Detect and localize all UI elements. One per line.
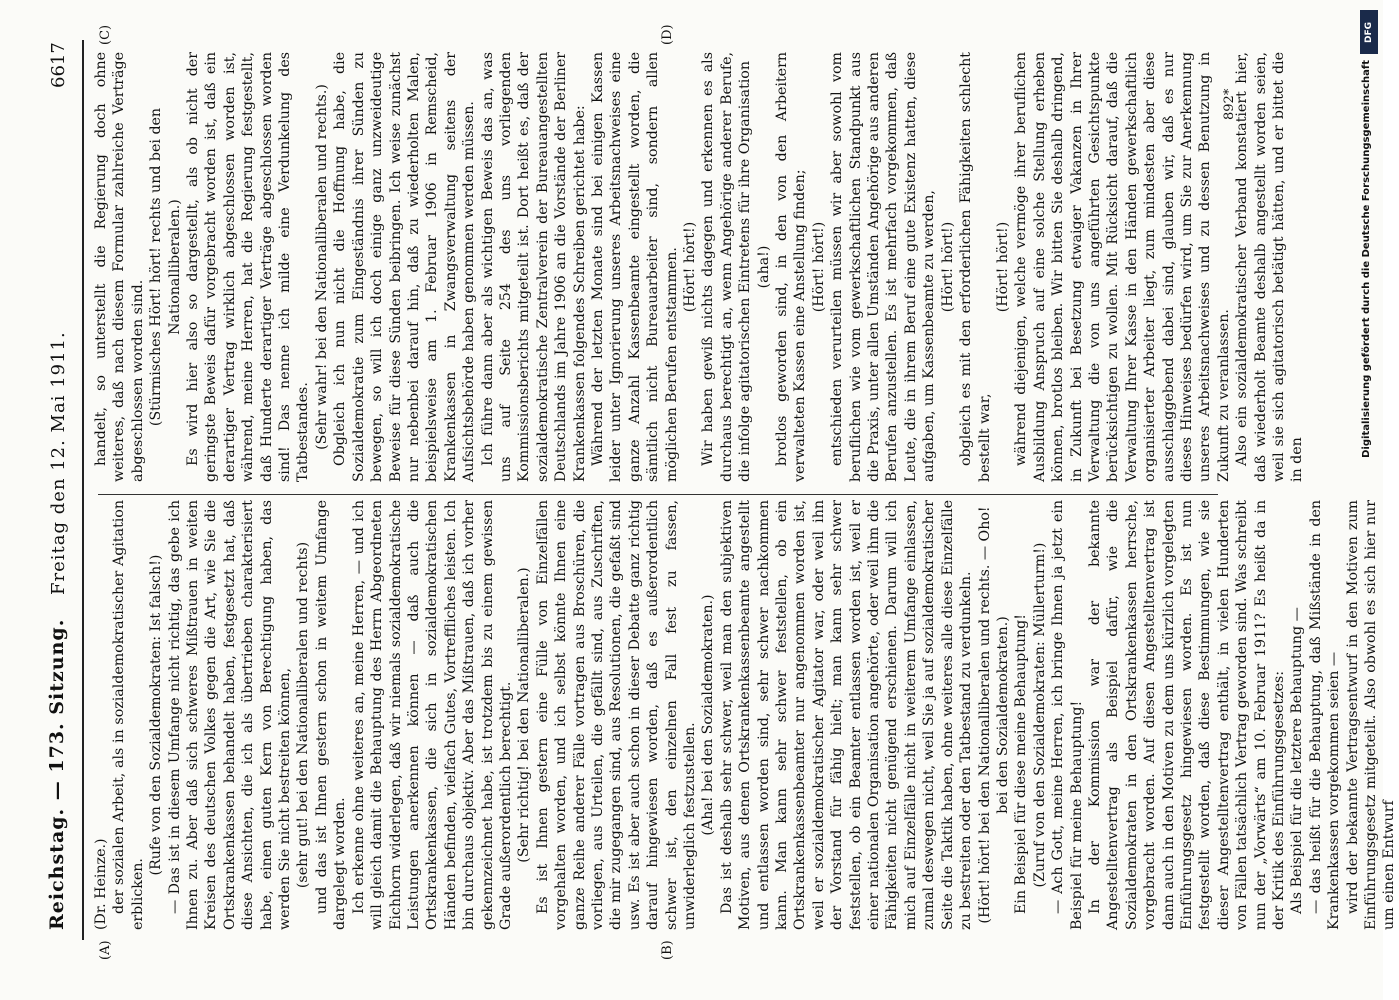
right-column <box>92 52 1307 482</box>
paragraph: In der Kommission war der bekannte Angestelltenvertrag als Beispiel dafür, wie die Sozialdemokraten in den Ortskrankenkassen herrsche, vorgebracht worden. Auf diesen Angestelltenvertrag ist dann auch in den Motiven zu dem uns kürzlich vorgelegten Einführungsgesetz hingewiesen worden. Es ist nun festgestellt worden, daß diese Bestimmungen, wie sie dieser Angestelltenvertrag enthält, in vielen Hunderten von Fällen tatsächlich Vertrag geworden sind. Was schreibt nun der „Vorwärts“ am 10. Februar 1911? Es heißt da in der Kritik des Einführungsgesetzes: <box>1086 500 1287 930</box>
paragraph: (Hört! hört! bei den Nationalliberalen und rechts. — Oho! bei den Sozialdemokraten.) <box>976 506 1011 924</box>
paragraph: (Hört! hört!) <box>939 221 956 313</box>
right-paragraphs <box>92 52 1307 482</box>
paragraph: Es wird hier also so dargestellt, als ob nicht der geringste Beweis dafür vorgebracht worden ist, daß ein derartiger Vertrag wirklich abgeschlossen worden ist, während, meine Herren, hat die Regierung festgestellt, daß Hunderte derartiger Verträge abgeschlossen worden sind! Das nenne ich milde eine Verdunkelung des Tatbestandes. <box>185 52 312 482</box>
page-header <box>36 0 76 1000</box>
paragraph: (Hört! hört!) <box>682 221 698 313</box>
paragraph: und das ist Ihnen gestern schon in weitem Umfange dargelegt worden. <box>313 500 349 930</box>
left-paragraphs <box>110 500 1398 930</box>
left-column <box>92 500 1399 930</box>
paragraph: Obgleich ich nun nicht die Hoffnung habe, die Sozialdemokratie zum Eingeständnis ihrer Sünden zu bewegen, so will ich doch einige ganz unzweideutige Beweise für diese Sünden beibringen. Ich weise zunächst nur nebenbei darauf hin, daß zu wiederholten Malen, beispielsweise am 1. Februar 1906 in Remscheid, Krankenkassen in Zwangsverwaltung seitens der Aufsichtsbehörde haben genommen werden müssen. <box>332 52 478 482</box>
paragraph: während diejenigen, welche vermöge ihrer beruflichen Ausbildung Anspruch auf eine solche Stellung erheben können, brotlos bleiben. Wir bitten Sie deshalb dringend, in Zukunft bei Besetzung etwaiger Vakanzen in Ihrer Verwaltung die von uns angeführten Gesichtspunkte berücksichtigen zu wollen. Mit Rücksicht darauf, daß die Verwaltung Ihrer Kasse in den Händen gewerkschaftlich organisierter Arbeiter liegt, zum mindesten aber diese ausschlaggebend dabei sind, glauben wir, daß es nur dieses Hinweises bedürfen wird, um Sie zur Anerkennung unseres Arbeitsnachweises und zu dessen Benutzung in Zukunft zu veranlassen. <box>1013 52 1232 482</box>
dfg-note: Digitalisierung gefördert durch die Deutsche Forschungsgemeinschaft <box>1361 60 1372 458</box>
paragraph: Während der letzten Monate sind bei einigen Kassen leider unter Ignorierung unseres Arbeitsnachweises eine ganze Anzahl Kassenbeamte eingestellt worden, die sämtlich nicht Bureauarbeiter sind, sondern allen möglichen Berufen entstammen. <box>589 52 680 482</box>
margin-c: (C) <box>98 24 113 45</box>
margin-b: (B) <box>660 940 675 960</box>
paragraph: (Hört! hört!) <box>994 221 1011 313</box>
paragraph: wird der bekannte Vertragsentwurf in den Motiven zum Einführungsgesetz mitgeteilt. Also obwohl es sich hier nur um einen Entwurf <box>1344 500 1398 930</box>
paragraph: (aha!) <box>755 245 772 289</box>
margin-d: (D) <box>660 24 675 45</box>
paragraph: (sehr gut! bei den Nationalliberalen und rechts) <box>295 541 312 889</box>
paragraph: (Hört! hört!) <box>810 221 827 313</box>
header-rule <box>82 40 84 940</box>
margin-a: (A) <box>98 940 113 960</box>
paragraph: entschieden verurteilen müssen wir aber sowohl vom beruflichen wie vom gewerkschaftlichen Standpunkt aus die Praxis, unter allen Umständen Angehörige aus anderen Berufen anzustellen. Es ist mehrfach vorgekommen, daß Leute, die in ihrem Beruf eine gute Existenz hatten, diese aufgaben, um Kassenbeamte zu werden, <box>829 52 938 482</box>
paragraph: der sozialen Arbeit, als in sozialdemokratischer Agitation erblicken. <box>111 500 146 930</box>
paragraph: — Das ist in diesem Umfange nicht richtig, das gebe ich Ihnen zu. Aber daß sich schweres Mißtrauen in weiten Kreisen des deutschen Volkes gegen die Art, wie Sie die Ortskrankenkassen behandelt haben, festgesetzt hat, daß diese Ansichten, die ich als übertrieben charakterisiert habe, einen guten Kern von Berechtigung haben, das werden Sie nicht bestreiten können, <box>166 500 294 930</box>
page-number: 6617 <box>48 42 69 88</box>
header-date: Freitag den 12. Mai 1911. <box>48 331 69 595</box>
dfg-logo: DFG <box>1360 10 1378 54</box>
paragraph: (Sehr wahr! bei den Nationalliberalen und rechts.) <box>313 84 330 450</box>
paragraph: (Sehr richtig! bei den Nationalliberalen.) <box>516 567 533 863</box>
paragraph: Also ein sozialdemokratischer Verband konstatiert hier, daß wiederholt Beamte deshalb angestellt worden seien, weil sie sich agitatorisch betätigt hätten, und er bittet die in den <box>1234 52 1306 482</box>
paragraph: Ich führe dann aber als wichtigen Beweis das an, was uns auf Seite 254 des uns vorliegenden Kommissionsberichts mitgeteilt ist. Dort heißt es, daß der sozialdemokratische Zentralverein der Bureauangestellten Deutschlands im Jahre 1906 an die Vorstände der Berliner Krankenkassen folgendes Schreiben gerichtet habe: <box>479 52 588 482</box>
paragraph: (Aha! bei den Sozialdemokraten.) <box>700 594 717 836</box>
paragraph: (Zuruf von den Sozialdemokraten: Müllerturm!) <box>1031 542 1048 888</box>
header-left: Reichstag. — 173. Sitzung. <box>46 618 68 930</box>
dfg-sidebar <box>1358 10 1380 610</box>
footer-mark: 892* <box>1222 88 1237 120</box>
paragraph: Das ist deshalb sehr schwer, weil man den subjektiven Motiven, aus denen Ortskrankenkassenbeamte angestellt und entlassen worden sind, sehr schwer nachkommen kann. Man kann sehr schwer feststellen, ob ein Ortskrankenkassenbeamter nur angenommen worden ist, weil er sozialdemokratischer Agitator war, oder weil ihn der Vorstand für fähig hielt; man kann sehr schwer feststellen, ob ein Beamter entlassen worden ist, weil er einer nationalen Organisation angehörte, oder weil ihm die Fähigkeiten nicht genügend erschienen. Darum will ich mich auf Einzelfälle nicht in weiterem Umfange einlassen, zumal deswegen nicht, weil Sie ja auf sozialdemokratischer Seite die Taktik haben, ohne weiteres alle diese Einzelfälle zu bestreiten oder den Tatbestand zu verdunkeln. <box>718 500 975 930</box>
paragraph: obgleich es mit den erforderlichen Fähigkeiten schlecht bestellt war, <box>958 52 993 482</box>
column-divider <box>98 494 1218 495</box>
paragraph: Als Beispiel für die letztere Behauptung — <box>1289 607 1306 914</box>
paragraph: Ein Beispiel für diese meine Behauptung! <box>1013 614 1030 914</box>
paragraph: (Stürmisches Hört! hört! rechts und bei den Nationalliberalen.) <box>148 107 183 427</box>
paragraph: — Ach Gott, meine Herren, ich bringe Ihnen ja jetzt ein Beispiel für meine Behauptung! <box>1050 500 1085 930</box>
paragraph: brotlos geworden sind, in den von den Arbeitern verwalteten Kassen eine Anstellung finden; <box>774 52 809 482</box>
paragraph: Ich erkenne ohne weiteres an, meine Herren, — und ich will gleich damit die Behauptung des Herrn Abgeordneten Eichhorn widerlegen, daß wir niemals sozialdemokratische Leistungen anerkennen können — daß auch die Ortskrankenkassen, die sich in sozialdemokratischen Händen befinden, vielfach Gutes, Vortreffliches leisten. Ich bin durchaus objektiv. Aber das Mißtrauen, daß ich vorher gekennzeichnet habe, ist trotzdem bis zu einem gewissen Grade außerordentlich berechtigt. <box>350 500 514 930</box>
speaker-label: (Dr. Heinze.) <box>93 838 109 930</box>
paragraph: Es ist Ihnen gestern eine Fülle von Einzelfällen vorgehalten worden, und ich selbst könnte Ihnen eine ganze Reihe anderer Fälle vortragen aus Broschüren, die vorliegen, aus Urteilen, die gefällt sind, aus Zuschriften, die mir zugegangen sind, aus Resolutionen, die gefaßt sind usw. Es ist aber auch schon in dieser Debatte ganz richtig darauf hingewiesen worden, daß es außerordentlich schwer ist, den einzelnen Fall fest zu fassen, unwiderleglich festzustellen. <box>534 500 698 930</box>
paragraph: (Rufe von den Sozialdemokraten: Ist falsch!) <box>148 554 165 876</box>
paragraph: — das heißt für die Behauptung, daß Mißstände in den Krankenkassen vorgekommen seien — <box>1307 500 1343 930</box>
paragraph: handelt, so unterstellt die Regierung doch ohne weiteres, daß nach diesem Formular zahlreiche Verträge abgeschlossen worden sind. <box>93 52 146 482</box>
paragraph: Wir haben gewiß nichts dagegen und erkennen es als durchaus berechtigt an, wenn Angehörige anderer Berufe, die infolge agitatorischen Eintretens für ihre Organisation <box>700 52 754 482</box>
